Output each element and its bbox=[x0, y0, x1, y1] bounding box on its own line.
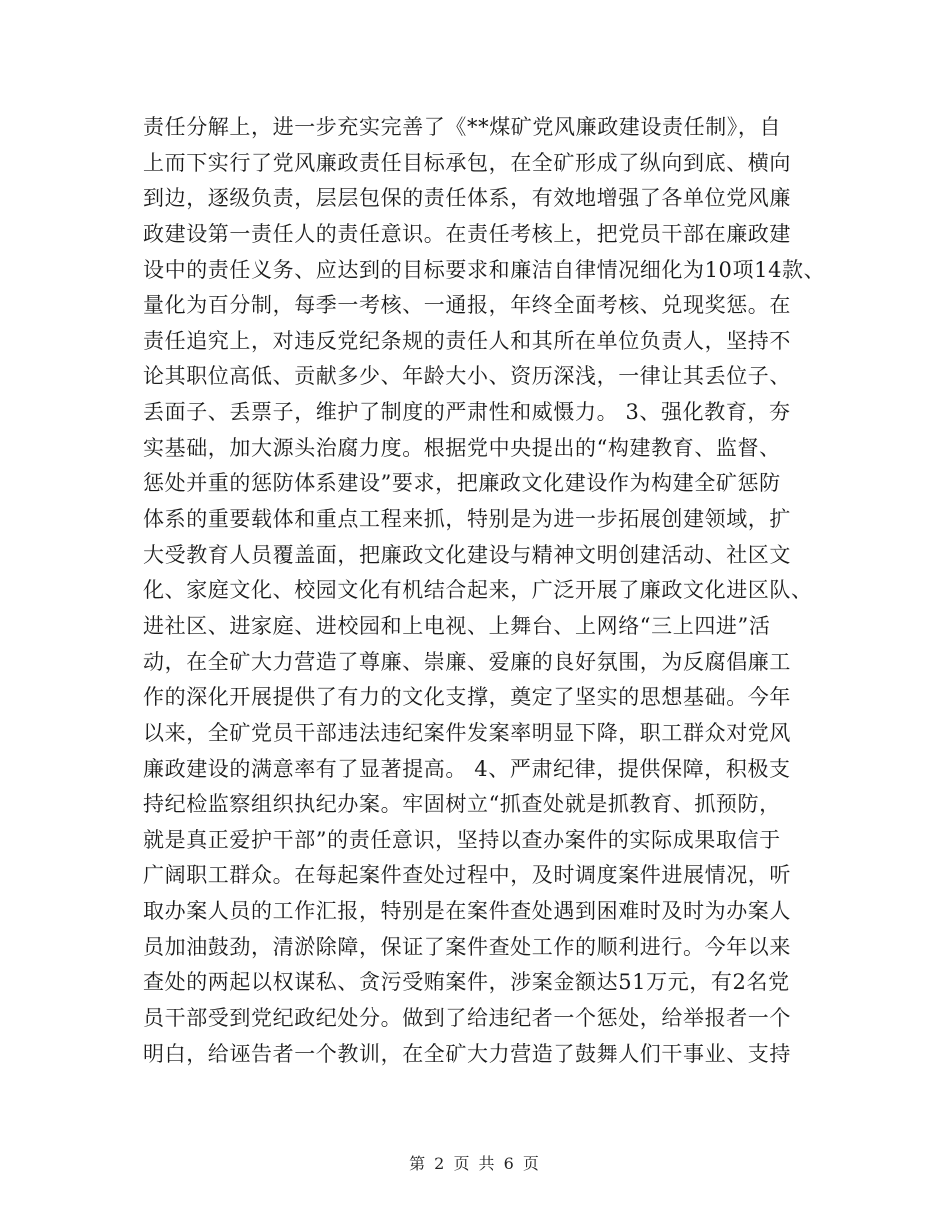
text-line: 员干部受到党纪政纪处分。做到了给违纪者一个惩处，给举报者一个 bbox=[143, 1006, 791, 1031]
body-text bbox=[143, 110, 843, 1072]
text-line: 量化为百分制，每季一考核、一通报，年终全面考核、兑现奖惩。在 bbox=[143, 293, 791, 318]
text-line: 丢面子、丢票子，维护了制度的严肃性和威慑力。 3、强化教育，夯 bbox=[143, 400, 791, 425]
text-line: 惩处并重的惩防体系建设”要求，把廉政文化建设作为构建全矿惩防 bbox=[143, 471, 781, 496]
text-line: 以来，全矿党员干部违法违纪案件发案率明显下降，职工群众对党风 bbox=[143, 720, 791, 745]
text-line: 论其职位高低、贡献多少、年龄大小、资历深浅，一律让其丢位子、 bbox=[143, 364, 791, 389]
text-line: 进社区、进家庭、进校园和上电视、上舞台、上网络“三上四进”活 bbox=[143, 613, 771, 638]
text-line: 设中的责任义务、应达到的目标要求和廉洁自律情况细化为10项14款、 bbox=[143, 257, 826, 282]
text-line: 政建设第一责任人的责任意识。在责任考核上，把党员干部在廉政建 bbox=[143, 221, 791, 246]
text-line: 责任追究上，对违反党纪条规的责任人和其所在单位负责人，坚持不 bbox=[143, 328, 791, 353]
text-line: 持纪检监察组织执纪办案。牢固树立“抓查处就是抓教育、抓预防， bbox=[143, 792, 781, 817]
text-line: 实基础，加大源头治腐力度。根据党中央提出的“构建教育、监督、 bbox=[143, 435, 781, 460]
text-line: 廉政建设的满意率有了显著提高。 4、严肃纪律，提供保障，积极支 bbox=[143, 756, 791, 781]
text-line: 广阔职工群众。在每起案件查处过程中，及时调度案件进展情况，听 bbox=[143, 863, 791, 888]
text-line: 查处的两起以权谋私、贪污受贿案件，涉案金额达51万元，有2名党 bbox=[143, 970, 790, 995]
text-line: 动，在全矿大力营造了尊廉、崇廉、爱廉的良好氛围，为反腐倡廉工 bbox=[143, 649, 791, 674]
text-line: 大受教育人员覆盖面，把廉政文化建设与精神文明创建活动、社区文 bbox=[143, 542, 791, 567]
text-line: 就是真正爱护干部”的责任意识，坚持以查办案件的实际成果取信于 bbox=[143, 827, 781, 852]
text-line: 上而下实行了党风廉政责任目标承包，在全矿形成了纵向到底、横向 bbox=[143, 150, 791, 175]
text-line: 员加油鼓劲，清淤除障，保证了案件查处工作的顺利进行。今年以来 bbox=[143, 934, 791, 959]
text-line: 责任分解上，进一步充实完善了《**煤矿党风廉政建设责任制》，自 bbox=[143, 115, 782, 139]
text-line: 作的深化开展提供了有力的文化支撑，奠定了坚实的思想基础。今年 bbox=[143, 685, 791, 710]
page-number-footer: 第 2 页 共 6 页 bbox=[409, 1154, 541, 1173]
text-line: 化、家庭文化、校园文化有机结合起来，广泛开展了廉政文化进区队、 bbox=[143, 578, 813, 603]
text-line: 体系的重要载体和重点工程来抓，特别是为进一步拓展创建领域，扩 bbox=[143, 507, 791, 532]
text-line: 到边，逐级负责，层层包保的责任体系，有效地增强了各单位党风廉 bbox=[143, 186, 791, 211]
text-line: 取办案人员的工作汇报，特别是在案件查处遇到困难时及时为办案人 bbox=[143, 899, 791, 924]
text-line: 明白，给诬告者一个教训，在全矿大力营造了鼓舞人们干事业、支持 bbox=[143, 1041, 791, 1066]
